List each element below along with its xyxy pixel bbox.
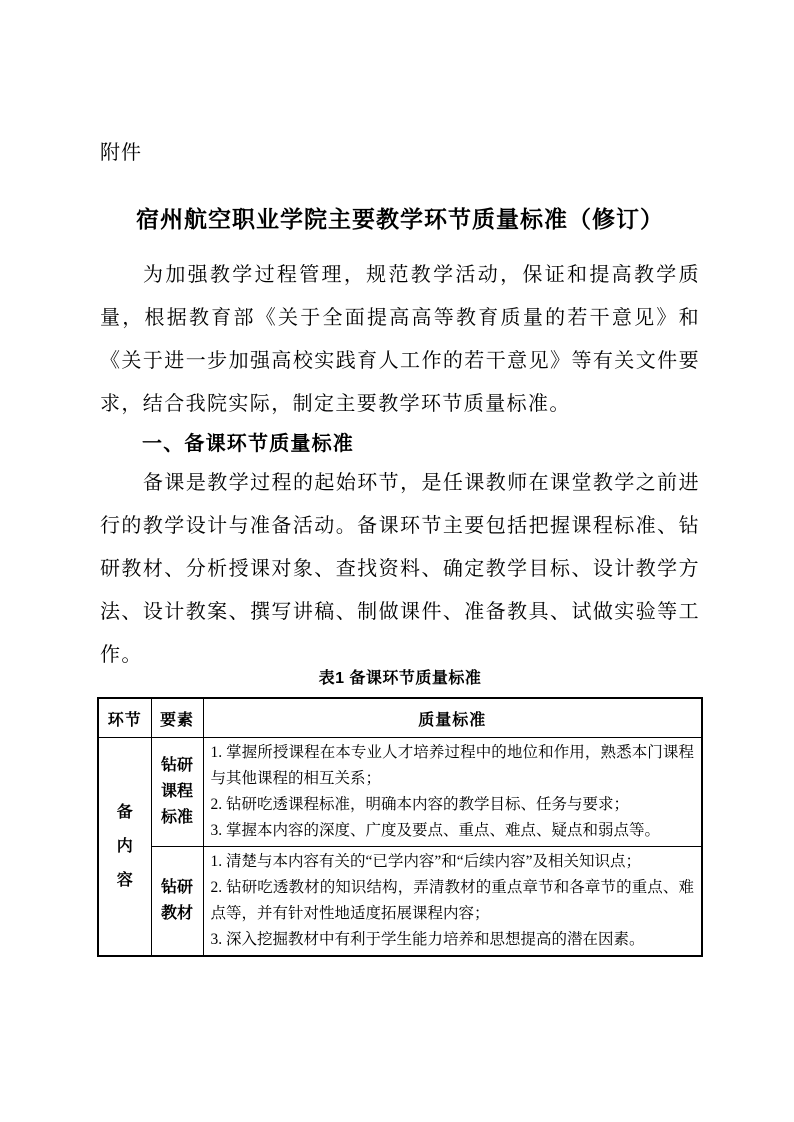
standard-item: 2. 钻研吃透教材的知识结构，弄清教材的重点章节和各章节的重点、难点等，并有针对性地适度拓展课程内容； — [210, 879, 694, 922]
standard-item: 3. 掌握本内容的深度、广度及要点、重点、难点、疑点和弱点等。 — [210, 822, 661, 839]
header-quality-standard: 质量标准 — [203, 698, 702, 738]
header-step: 环节 — [98, 698, 151, 738]
section-heading: 一、备课环节质量标准 — [142, 433, 354, 455]
table-header-row — [98, 698, 702, 738]
header-element: 要素 — [151, 698, 203, 738]
table-row — [98, 847, 702, 957]
element-cell — [151, 847, 203, 957]
standard-item: 3. 深入挖掘教材中有利于学生能力培养和思想提高的潜在因素。 — [210, 931, 645, 948]
section-paragraph: 备课是教学过程的起始环节，是任课教师在课堂教学之前进行的教学设计与准备活动。备课环节主要包括把握课程标准、钻研教材、分析授课对象、查找资料、确定教学目标、设计教学方法、设计教案、撰写讲稿、制做课件、准备教具、试做实验等工作。 — [100, 472, 700, 666]
attachment-label: 附件 — [100, 142, 142, 164]
element-label: 钻研教材 — [160, 879, 193, 922]
document-title: 宿州航空职业学院主要教学环节质量标准（修订） — [136, 206, 664, 232]
table-caption: 表1 备课环节质量标准 — [318, 670, 482, 687]
standards-cell — [203, 738, 702, 847]
table-row — [98, 738, 702, 847]
element-label: 钻研课程标准 — [160, 757, 193, 826]
standard-item: 1. 掌握所授课程在本专业人才培养过程中的地位和作用，熟悉本门课程与其他课程的相互关系； — [210, 744, 694, 787]
element-cell — [151, 738, 203, 847]
intro-paragraph: 为加强教学过程管理，规范教学活动，保证和提高教学质量，根据教育部《关于全面提高高等教育质量的若干意见》和《关于进一步加强高校实践育人工作的若干意见》等有关文件要求，结合我院实际，制定主要教学环节质量标准。 — [100, 264, 700, 415]
step-cell — [98, 738, 151, 957]
standard-item: 2. 钻研吃透课程标准，明确本内容的教学目标、任务与要求； — [210, 796, 630, 813]
step-label: 备内容 — [116, 803, 133, 889]
quality-standards-table — [97, 697, 703, 957]
standards-cell — [203, 847, 702, 957]
standard-item: 1. 清楚与本内容有关的“已学内容”和“后续内容”及相关知识点； — [210, 853, 642, 870]
